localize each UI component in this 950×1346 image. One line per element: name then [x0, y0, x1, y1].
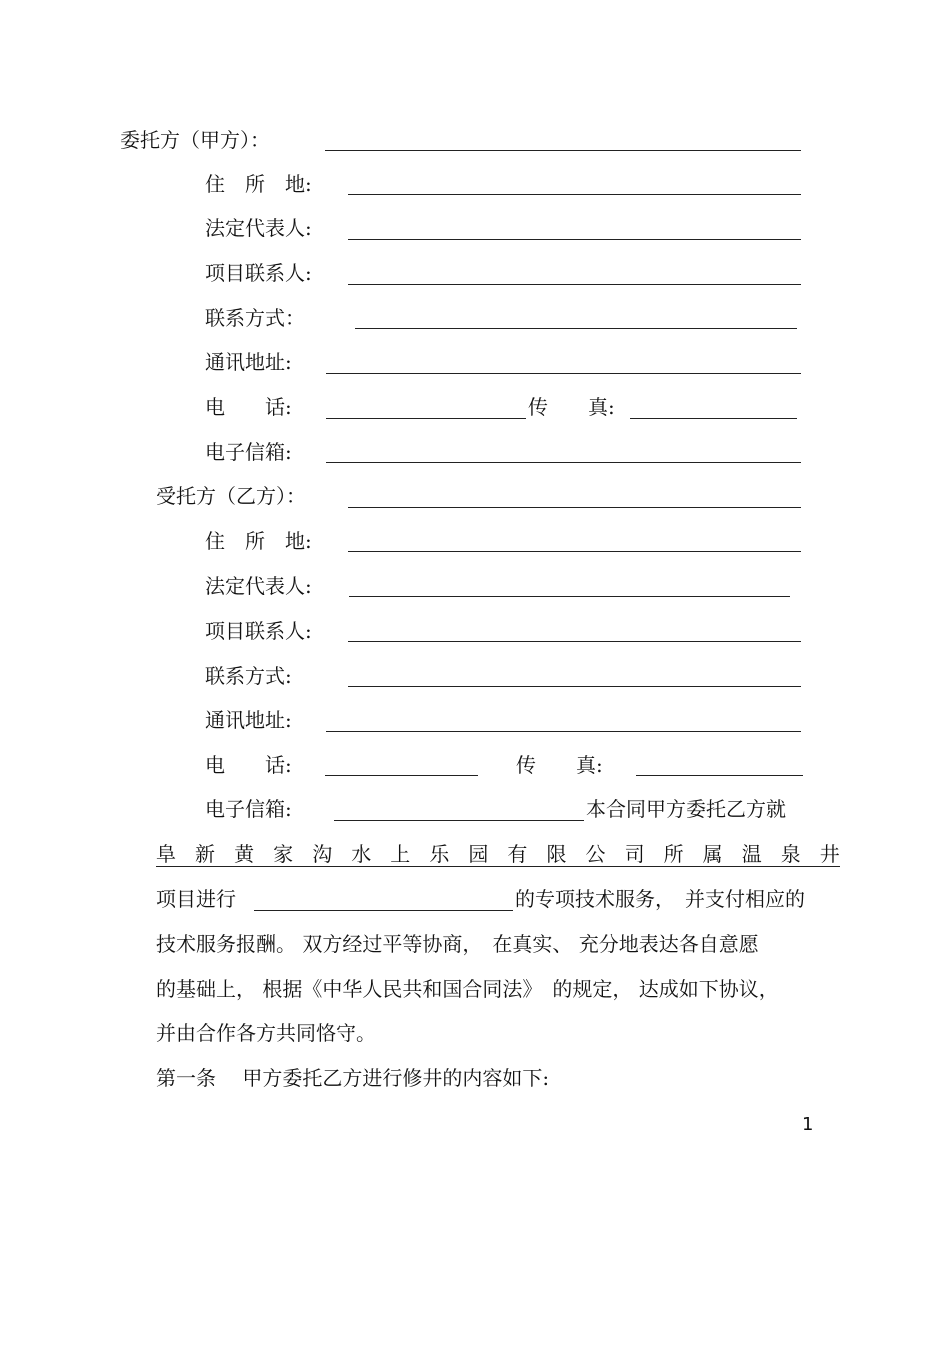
- party-b-email-field[interactable]: [334, 820, 584, 821]
- party-b-phone-field[interactable]: [325, 775, 478, 776]
- party-a-title: 委托方（甲方）：: [120, 128, 270, 152]
- party-a-phone-field[interactable]: [326, 418, 526, 419]
- party-b-residence-label: 住 所 地:: [205, 529, 312, 553]
- party-b-legal-rep-label: 法定代表人:: [205, 574, 312, 598]
- party-a-name-field[interactable]: [325, 150, 801, 151]
- party-b-legal-rep-field[interactable]: [349, 596, 790, 597]
- project-char: 公: [585, 842, 606, 866]
- party-a-fax-label: 传 真:: [528, 395, 615, 419]
- party-a-email-field[interactable]: [326, 462, 801, 463]
- contract-intro-text: 本合同甲方委托乙方就: [586, 797, 786, 821]
- project-char: 温: [741, 842, 762, 866]
- project-char: 园: [468, 842, 489, 866]
- party-b-mail-address-field[interactable]: [326, 731, 801, 732]
- project-char: 有: [507, 842, 528, 866]
- body-line-1-suffix: 的专项技术服务， 并支付相应的: [515, 887, 805, 911]
- party-a-contact-label: 联系方式：: [205, 306, 305, 330]
- project-char: 阜: [156, 842, 176, 866]
- project-char: 黄: [234, 842, 255, 866]
- project-char: 新: [195, 842, 216, 866]
- party-a-residence-field[interactable]: [348, 194, 801, 195]
- party-b-mail-address-label: 通讯地址:: [205, 708, 292, 732]
- project-char: 家: [273, 842, 294, 866]
- party-a-legal-rep-field[interactable]: [348, 239, 801, 240]
- party-b-project-contact-field[interactable]: [348, 641, 801, 642]
- project-char: 水: [351, 842, 372, 866]
- party-b-name-field[interactable]: [348, 507, 801, 508]
- body-line-4: 并由合作各方共同恪守。: [156, 1021, 376, 1045]
- party-a-mail-address-field[interactable]: [326, 373, 801, 374]
- project-char: 上: [390, 842, 411, 866]
- party-a-fax-field[interactable]: [630, 418, 797, 419]
- article-1-heading: 第一条 甲方委托乙方进行修井的内容如下:: [156, 1066, 550, 1090]
- party-b-fax-label: 传 真:: [516, 753, 603, 777]
- party-b-fax-field[interactable]: [636, 775, 803, 776]
- service-type-field[interactable]: [254, 910, 513, 911]
- party-a-project-contact-label: 项目联系人:: [205, 261, 312, 285]
- project-char: 泉: [780, 842, 801, 866]
- body-line-3: 的基础上， 根据《中华人民共和国合同法》 的规定， 达成如下协议，: [156, 977, 779, 1001]
- project-char: 所: [663, 842, 684, 866]
- party-b-contact-field[interactable]: [348, 686, 801, 687]
- body-line-1-prefix: 项目进行: [156, 887, 236, 911]
- party-a-legal-rep-label: 法定代表人:: [205, 216, 312, 240]
- party-a-email-label: 电子信箱:: [205, 440, 292, 464]
- party-b-residence-field[interactable]: [348, 551, 801, 552]
- project-name: [156, 842, 840, 866]
- party-b-contact-label: 联系方式:: [205, 664, 292, 688]
- project-char: 属: [702, 842, 723, 866]
- project-char: 井: [819, 842, 840, 866]
- project-char: 限: [546, 842, 567, 866]
- party-a-contact-field[interactable]: [355, 328, 797, 329]
- party-b-title: 受托方（乙方）：: [156, 484, 306, 508]
- party-a-project-contact-field[interactable]: [348, 284, 801, 285]
- project-char: 司: [624, 842, 645, 866]
- party-a-phone-label: 电 话:: [205, 395, 292, 419]
- party-b-phone-label: 电 话:: [205, 753, 292, 777]
- party-a-residence-label: 住 所 地:: [205, 172, 312, 196]
- party-b-email-label: 电子信箱:: [205, 797, 292, 821]
- project-name-underline: [156, 866, 840, 867]
- party-a-mail-address-label: 通讯地址:: [205, 350, 292, 374]
- body-line-2: 技术服务报酬。 双方经过平等协商， 在真实、 充分地表达各自意愿: [156, 932, 759, 956]
- project-char: 沟: [312, 842, 333, 866]
- page-number: 1: [802, 1114, 814, 1135]
- party-b-project-contact-label: 项目联系人:: [205, 619, 312, 643]
- project-char: 乐: [429, 842, 450, 866]
